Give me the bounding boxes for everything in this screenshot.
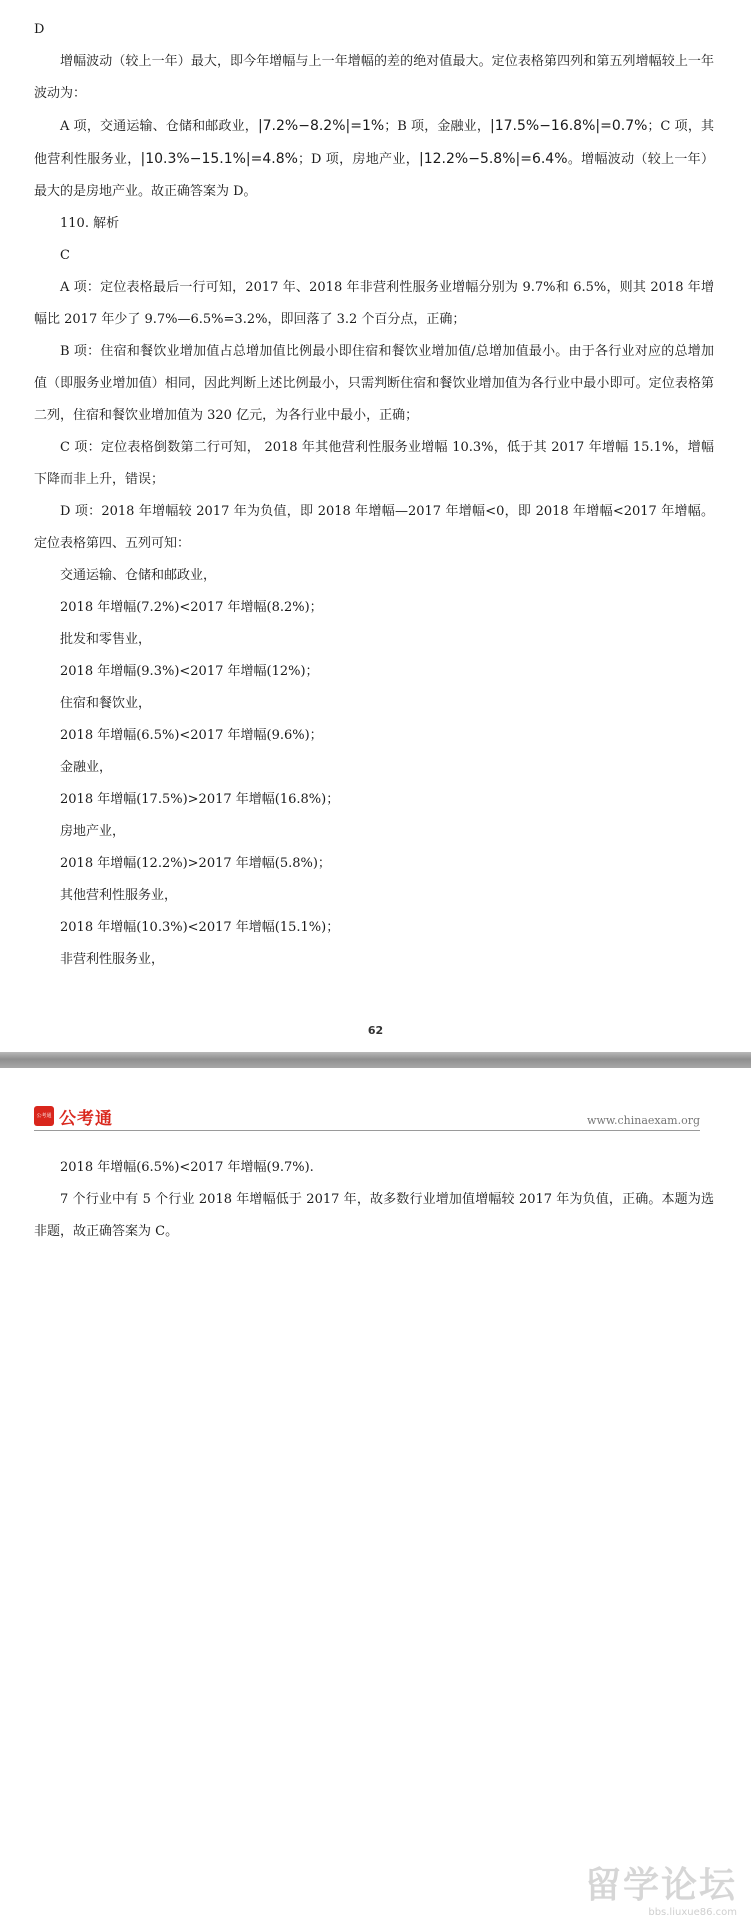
paragraph: 非营利性服务业， [60, 952, 165, 967]
text-segment: ；C 项，其他营利性服务业， [34, 119, 714, 167]
paragraph: 增幅波动（较上一年）最大，即今年增幅与上一年增幅的差的绝对值最大。定位表格第四列和第五列增幅较上一年波动为： [34, 54, 714, 101]
paragraph: 2018 年增幅(10.3%)<2017 年增幅(15.1%)； [60, 920, 340, 935]
paragraph: 其他营利性服务业， [60, 888, 178, 903]
answer-explanation-text [34, 14, 714, 976]
text-segment: A 项，交通运输、仓储和邮政业， [60, 119, 258, 134]
watermark-url: bbs.liuxue86.com [648, 1907, 737, 1918]
paragraph: 批发和零售业， [60, 632, 152, 647]
paragraph: 7 个行业中有 5 个行业 2018 年增幅低于 2017 年，故多数行业增加值增幅较 2017 年为负值，正确。本题为选非题，故正确答案为 C。 [34, 1192, 714, 1239]
watermark-text: 留学论坛 [584, 1865, 737, 1906]
answer-explanation-continued [34, 1152, 714, 1248]
paragraph: A 项：定位表格最后一行可知，2017 年、2018 年非营利性服务业增幅分别为 9.7%和 6.5%，则其 2018 年增幅比 2017 年少了 9.7%—6.5%=3.2%，即回落了 3.2 个百分点，正确； [34, 280, 714, 327]
document-page-63 [0, 1068, 751, 1930]
paragraph: C [60, 248, 70, 263]
paragraph: B 项：住宿和餐饮业增加值占总增加值比例最小即住宿和餐饮业增加值/总增加值最小。由于各行业对应的总增加值（即服务业增加值）相同，因此判断上述比例最小，只需判断住宿和餐饮业增加值为各行业中最小即可。定位表格第二列，住宿和餐饮业增加值为 320 亿元，为各行业中最小，正确； [34, 344, 714, 423]
paragraph: 2018 年增幅(12.2%)>2017 年增幅(5.8%)； [60, 856, 331, 871]
paragraph: 房地产业， [60, 824, 126, 839]
math-expression: |17.5%−16.8%|=0.7% [490, 118, 648, 134]
site-url: www.chinaexam.org [587, 1114, 700, 1127]
header-rule [34, 1130, 700, 1131]
paragraph [34, 110, 714, 208]
paragraph: 2018 年增幅(7.2%)<2017 年增幅(8.2%)； [60, 600, 323, 615]
page-separator [0, 1052, 751, 1068]
text-segment: ；B 项，金融业， [384, 119, 490, 134]
math-expression: |10.3%−15.1%|=4.8% [140, 151, 298, 167]
text-segment: 。增幅波动（较上一年）最大的是房地产业。故正确答案为 D。 [34, 152, 714, 199]
math-expression: |7.2%−8.2%|=1% [257, 118, 385, 134]
paragraph: 110. 解析 [60, 216, 120, 231]
watermark-logo [547, 1866, 737, 1926]
paragraph: 2018 年增幅(6.5%)<2017 年增幅(9.7%). [60, 1160, 314, 1175]
paragraph: D [34, 22, 45, 37]
paragraph: 交通运输、仓储和邮政业， [60, 568, 217, 583]
paragraph: D 项：2018 年增幅较 2017 年为负值，即 2018 年增幅—2017 年增幅<0，即 2018 年增幅<2017 年增幅。定位表格第四、五列可知： [34, 504, 714, 551]
paragraph: 2018 年增幅(6.5%)<2017 年增幅(9.6%)； [60, 728, 323, 743]
paragraph: C 项：定位表格倒数第二行可知， 2018 年其他营利性服务业增幅 10.3%，低于其 2017 年增幅 15.1%，增幅下降而非上升，错误； [34, 440, 714, 487]
page-number: 62 [367, 1024, 384, 1037]
paragraph: 2018 年增幅(9.3%)<2017 年增幅(12%)； [60, 664, 319, 679]
math-expression: |12.2%−5.8%|=6.4% [419, 151, 568, 167]
text-segment: ；D 项，房地产业， [297, 152, 420, 167]
paragraph: 住宿和餐饮业， [60, 696, 152, 711]
brand-name: 公考通 [59, 1109, 113, 1129]
paragraph: 金融业， [60, 760, 113, 775]
gongkaotong-logo-icon: 公考通 [34, 1106, 54, 1126]
paragraph: 2018 年增幅(17.5%)>2017 年增幅(16.8%)； [60, 792, 340, 807]
page-header [34, 1106, 700, 1136]
